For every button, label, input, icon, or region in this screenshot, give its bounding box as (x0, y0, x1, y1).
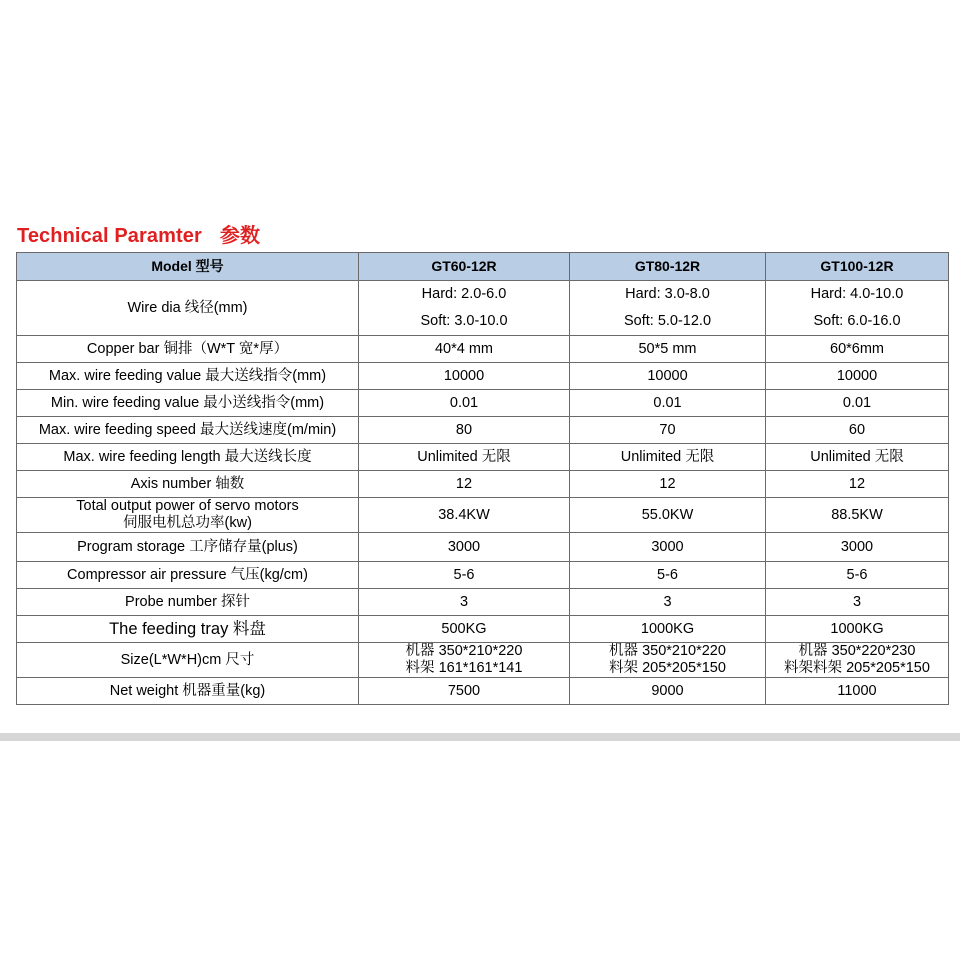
table-row (17, 417, 949, 444)
table-row (17, 498, 949, 533)
table-cell: 0.01 (570, 390, 766, 417)
cell-line: 料架料架 205*205*150 (784, 660, 930, 676)
table-cell: 80 (359, 417, 570, 444)
table-cell: 1000KG (766, 616, 949, 643)
title-cn: 参数 (219, 223, 261, 247)
table-cell (359, 643, 570, 678)
table-cell: 5-6 (570, 562, 766, 589)
table-cell: Unlimited 无限 (570, 444, 766, 471)
table-cell: 500KG (359, 616, 570, 643)
table-cell (766, 643, 949, 678)
table-cell: 10000 (766, 363, 949, 390)
cell-line: 机器 350*220*230 (798, 643, 916, 659)
table-row (17, 533, 949, 562)
row-label: Net weight 机器重量(kg) (17, 678, 359, 705)
row-label-line: 伺服电机总功率(kw) (123, 515, 252, 531)
table-cell: 12 (570, 471, 766, 498)
row-label: Probe number 探针 (17, 589, 359, 616)
spec-table (16, 252, 949, 705)
row-label: Program storage 工序储存量(plus) (17, 533, 359, 562)
table-row (17, 363, 949, 390)
table-cell (359, 281, 570, 336)
row-label: Wire dia 线径(mm) (17, 281, 359, 336)
table-row (17, 678, 949, 705)
bottom-divider-bar (0, 733, 960, 741)
table-row (17, 616, 949, 643)
table-cell: 0.01 (359, 390, 570, 417)
table-cell: Unlimited 无限 (359, 444, 570, 471)
table-cell (570, 281, 766, 336)
table-cell: 5-6 (359, 562, 570, 589)
table-cell: 0.01 (766, 390, 949, 417)
cell-line: 机器 350*210*220 (609, 643, 726, 659)
row-label: Copper bar 铜排（W*T 宽*厚） (17, 336, 359, 363)
cell-line: Hard: 3.0-8.0 (625, 286, 710, 302)
table-cell: 7500 (359, 678, 570, 705)
table-row (17, 444, 949, 471)
table-cell: 60*6mm (766, 336, 949, 363)
row-label-line: Total output power of servo motors (76, 498, 299, 514)
table-cell: 3 (359, 589, 570, 616)
cell-line: 料架 205*205*150 (609, 660, 726, 676)
table-cell: 3000 (570, 533, 766, 562)
header-col3: GT100-12R (766, 253, 949, 281)
row-label: The feeding tray 料盘 (17, 616, 359, 643)
table-row (17, 281, 949, 336)
table-row (17, 643, 949, 678)
table-cell: 50*5 mm (570, 336, 766, 363)
table-cell: Unlimited 无限 (766, 444, 949, 471)
table-cell: 1000KG (570, 616, 766, 643)
table-cell: 40*4 mm (359, 336, 570, 363)
cell-line: 机器 350*210*220 (405, 643, 523, 659)
table-cell: 5-6 (766, 562, 949, 589)
table-header-row (17, 253, 949, 281)
table-row (17, 589, 949, 616)
table-cell: 55.0KW (570, 498, 766, 533)
page-title (17, 219, 260, 248)
cell-line: Soft: 6.0-16.0 (813, 313, 901, 329)
row-label: Max. wire feeding value 最大送线指令(mm) (17, 363, 359, 390)
row-label (17, 498, 359, 533)
table-cell: 12 (766, 471, 949, 498)
row-label: Max. wire feeding speed 最大送线速度(m/min) (17, 417, 359, 444)
cell-line: Hard: 4.0-10.0 (810, 286, 904, 302)
cell-line: Soft: 5.0-12.0 (623, 313, 712, 329)
header-model: Model 型号 (17, 253, 359, 281)
table-cell: 38.4KW (359, 498, 570, 533)
table-cell: 3 (766, 589, 949, 616)
table-row (17, 390, 949, 417)
table-cell: 10000 (570, 363, 766, 390)
table-cell: 88.5KW (766, 498, 949, 533)
table-cell: 70 (570, 417, 766, 444)
table-cell: 9000 (570, 678, 766, 705)
table-cell: 11000 (766, 678, 949, 705)
table-cell: 3000 (359, 533, 570, 562)
title-en: Technical Paramter (17, 225, 202, 247)
cell-line: Soft: 3.0-10.0 (420, 313, 508, 329)
table-cell (766, 281, 949, 336)
table-cell (570, 643, 766, 678)
row-label: Axis number 轴数 (17, 471, 359, 498)
table-row (17, 562, 949, 589)
row-label: Compressor air pressure 气压(kg/cm) (17, 562, 359, 589)
table-cell: 3 (570, 589, 766, 616)
header-col1: GT60-12R (359, 253, 570, 281)
table-cell: 10000 (359, 363, 570, 390)
cell-line: 料架 161*161*141 (405, 660, 523, 676)
row-label: Max. wire feeding length 最大送线长度 (17, 444, 359, 471)
cell-line: Hard: 2.0-6.0 (421, 286, 507, 302)
table-row (17, 336, 949, 363)
table-row (17, 471, 949, 498)
table-cell: 3000 (766, 533, 949, 562)
table-cell: 12 (359, 471, 570, 498)
row-label: Size(L*W*H)cm 尺寸 (17, 643, 359, 678)
row-label: Min. wire feeding value 最小送线指令(mm) (17, 390, 359, 417)
header-col2: GT80-12R (570, 253, 766, 281)
table-cell: 60 (766, 417, 949, 444)
